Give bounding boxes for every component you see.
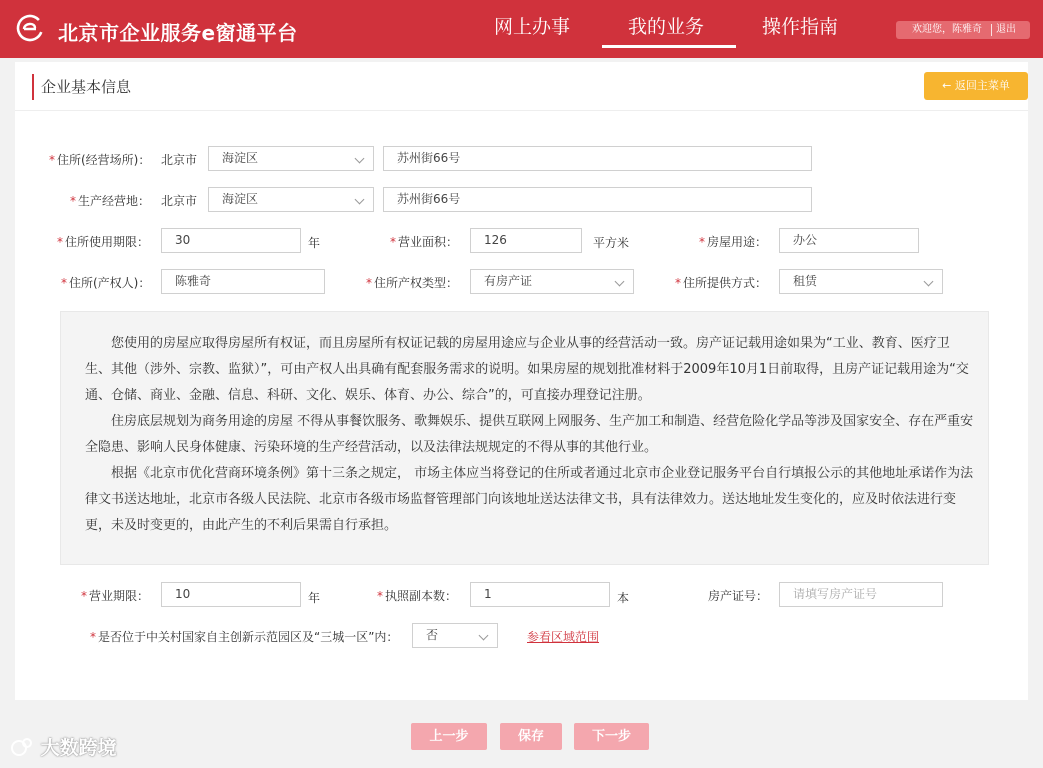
production-address-input[interactable]: 苏州街66号	[383, 187, 812, 212]
notice-box	[60, 311, 989, 565]
residence-city: 北京市	[161, 153, 198, 167]
main-panel	[15, 62, 1028, 700]
copies-label: * 执照副本数：	[377, 589, 458, 603]
term-label: * 住所使用期限：	[57, 235, 150, 249]
chevron-down-icon	[924, 277, 934, 287]
residence-label: * 住所(经营场所)：	[49, 153, 151, 167]
next-step-button[interactable]: 下一步	[574, 723, 649, 750]
divider	[15, 110, 1028, 111]
nav-guide[interactable]: 操作指南	[762, 16, 839, 38]
notice-paragraph: 您使用的房屋应取得房屋所有权证，而且房屋所有权证记载的房屋用途应与企业从事的经营活动一致。房产证记载用途如果为“工业、教育、医疗卫生、其他（涉外、宗教、监狱）”，可由产权人出具确有配套服务需求的说明。如果房屋的规划批准材料于2009年10月1日前取得，且房产证记载用途为“交通、仓储、商业、金融、信息、科研、文化、娱乐、体育、办公、综合”的，可直接办理登记注册。	[85, 336, 969, 403]
e-logo-icon	[15, 13, 45, 43]
watermark-logo	[10, 733, 117, 760]
term-input[interactable]: 30	[161, 228, 301, 253]
provide-mode-label: * 住所提供方式：	[675, 276, 768, 290]
owner-label: * 住所(产权人)：	[61, 276, 151, 290]
view-area-range-link[interactable]: 参看区域范围	[527, 630, 600, 644]
zgc-select[interactable]: 否	[412, 623, 498, 648]
area-input[interactable]: 126	[470, 228, 582, 253]
nav-my-business[interactable]: 我的业务	[628, 16, 705, 38]
platform-title: 北京市企业服务e窗通平台	[58, 21, 298, 45]
biz-term-unit: 年	[308, 591, 321, 605]
provide-mode-select[interactable]: 租赁	[779, 269, 943, 294]
production-city: 北京市	[161, 194, 198, 208]
back-to-menu-button[interactable]: ← 返回主菜单	[924, 72, 1028, 100]
residence-district-select[interactable]: 海淀区	[208, 146, 374, 171]
cert-no-label: 房产证号：	[708, 589, 769, 603]
property-type-select[interactable]: 有房产证	[470, 269, 634, 294]
chevron-down-icon	[355, 195, 365, 205]
residence-address-input[interactable]: 苏州街66号	[383, 146, 812, 171]
usage-input[interactable]: 办公	[779, 228, 919, 253]
production-district-select[interactable]: 海淀区	[208, 187, 374, 212]
biz-term-label: * 营业期限：	[81, 589, 150, 603]
copies-unit: 本	[617, 591, 630, 605]
biz-term-input[interactable]: 10	[161, 582, 301, 607]
area-label: * 营业面积：	[390, 235, 459, 249]
nav-active-indicator	[602, 45, 736, 48]
area-unit: 平方米	[593, 236, 630, 250]
watermark-icon	[10, 737, 34, 757]
term-unit: 年	[308, 236, 321, 250]
property-type-label: * 住所产权类型：	[366, 276, 459, 290]
production-label: * 生产经营地：	[70, 194, 151, 208]
section-title: 企业基本信息	[41, 78, 132, 96]
top-header	[0, 0, 1043, 58]
chevron-down-icon	[479, 631, 489, 641]
user-box	[896, 21, 1030, 39]
save-button[interactable]: 保存	[500, 723, 562, 750]
section-accent-bar	[32, 74, 34, 100]
logout-link[interactable]: 退出	[996, 24, 1016, 35]
owner-input[interactable]: 陈雅奇	[161, 269, 325, 294]
nav-online-service[interactable]: 网上办事	[494, 16, 571, 38]
chevron-down-icon	[615, 277, 625, 287]
divider	[991, 24, 992, 36]
welcome-text: 欢迎您，陈雅奇	[912, 24, 982, 35]
prev-step-button[interactable]: 上一步	[411, 723, 487, 750]
notice-paragraph: 住房底层规划为商务用途的房屋 不得从事餐饮服务、歌舞娱乐、提供互联网上网服务、生产加工和制造、经营危险化学品等涉及国家安全、存在严重安全隐患、影响人民身体健康、污染环境的生产经营活动，以及法律法规规定的不得从事的其他行业。	[85, 414, 974, 455]
usage-label: * 房屋用途：	[699, 235, 768, 249]
copies-input[interactable]: 1	[470, 582, 610, 607]
chevron-down-icon	[355, 154, 365, 164]
zgc-label: * 是否位于中关村国家自主创新示范园区及“三城一区”内：	[90, 630, 399, 644]
cert-no-input[interactable]: 请填写房产证号	[779, 582, 943, 607]
notice-paragraph: 根据《北京市优化营商环境条例》第十三条之规定， 市场主体应当将登记的住所或者通过北京市企业登记服务平台自行填报公示的其他地址承诺作为法律文书送达地址，北京市各级人民法院、北京市各级市场监督管理部门向该地址送达法律文书，具有法律效力。送达地址发生变化的，应及时依法进行变更，未及时变更的，由此产生的不利后果需自行承担。	[85, 466, 974, 533]
watermark-text: 大数跨境	[40, 737, 117, 759]
